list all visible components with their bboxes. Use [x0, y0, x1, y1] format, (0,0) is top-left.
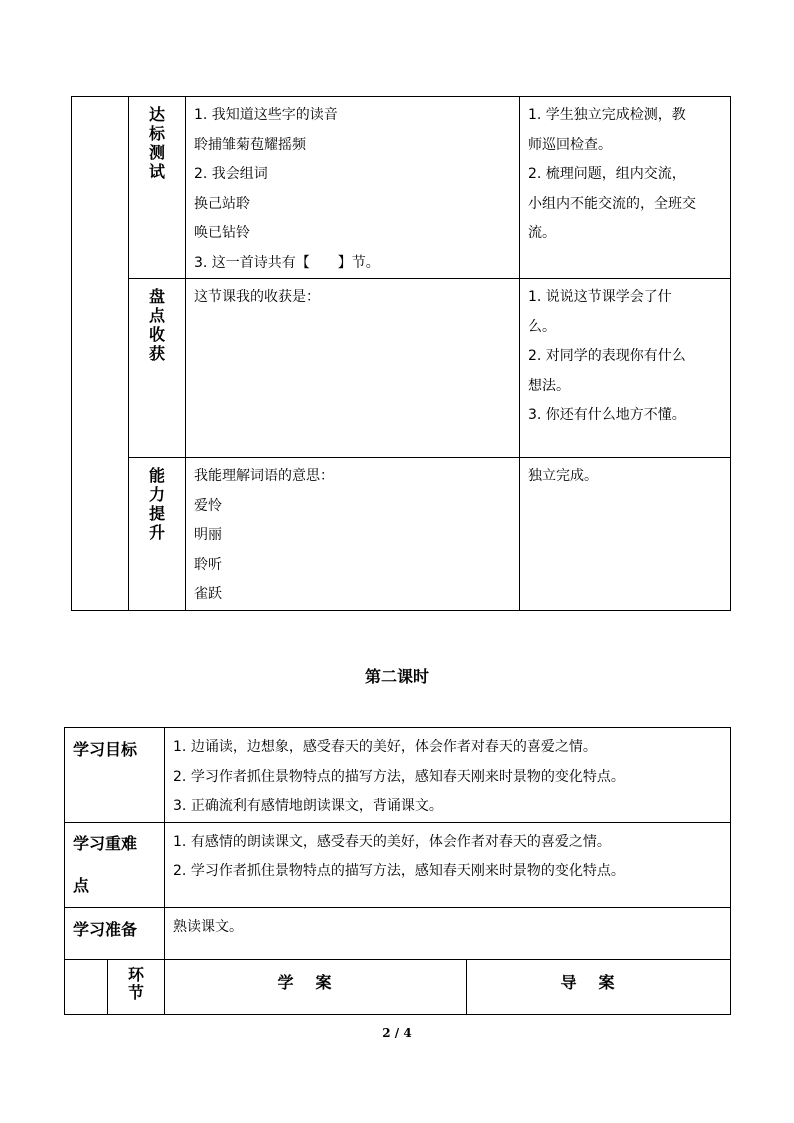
empty-margin-cell [65, 959, 108, 1014]
section-label-improve: 能 力 提 升 [129, 458, 186, 611]
lesson-title: 第二课时 [364, 667, 429, 686]
word-pair-row-1: 换己站聆 [194, 195, 250, 212]
header-section-label: 环 节 [108, 959, 165, 1014]
empty-margin-column [72, 97, 129, 611]
pronunciation-chars: 聆捕雏菊苞耀摇频 [194, 136, 306, 153]
header-study-plan: 学案 [165, 959, 467, 1014]
prep-label: 学习准备 [65, 907, 165, 959]
key-points-label: 学习重难 点 [65, 822, 165, 907]
key-points-content: 1. 有感情的朗读课文，感受春天的美好，体会作者对春天的喜爱之情。 2. 学习作者抓住景物特点的描写方法，感知春天刚来时景物的变化特点。 [165, 822, 731, 907]
summary-guide: 1. 说说这节课学会了什 么。 2. 对同学的表现你有什么 想法。 3. 你还有什么地方不懂。 [520, 279, 731, 458]
improve-content: 我能理解词语的意思： 爱怜 明丽 聆听 雀跃 [186, 458, 520, 611]
prep-content: 熟读课文。 [165, 907, 731, 959]
section-label-summary: 盘 点 收 获 [129, 279, 186, 458]
section-label-test: 达 标 测 试 [129, 97, 186, 279]
improve-guide: 独立完成。 [520, 458, 731, 611]
page-number: 2 / 4 [382, 1026, 412, 1040]
test-guide: 1. 学生独立完成检测，教 师巡回检查。 2. 梳理问题，组内交流， 小组内不能交流的，全班交 流。 [520, 97, 731, 279]
lesson-plan-table-1 [71, 96, 731, 611]
header-guide-plan: 导案 [467, 959, 731, 1014]
goals-content: 1. 边诵读，边想象，感受春天的美好，体会作者对春天的喜爱之情。 2. 学习作者抓住景物特点的描写方法，感知春天刚来时景物的变化特点。 3. 正确流利有感情地朗读课文，背诵课文。 [165, 728, 731, 823]
word-pair-row-2: 唤已钻铃 [194, 225, 250, 241]
lesson-plan-table-2 [64, 727, 731, 1015]
summary-content: 这节课我的收获是： [186, 279, 520, 458]
goals-label: 学习目标 [65, 728, 165, 823]
test-content: 1. 我知道这些字的读音 聆捕雏菊苞耀摇频 2. 我会组词 换己站聆 唤已钻铃 3. 这一首诗共有【 】节。 [186, 97, 520, 279]
